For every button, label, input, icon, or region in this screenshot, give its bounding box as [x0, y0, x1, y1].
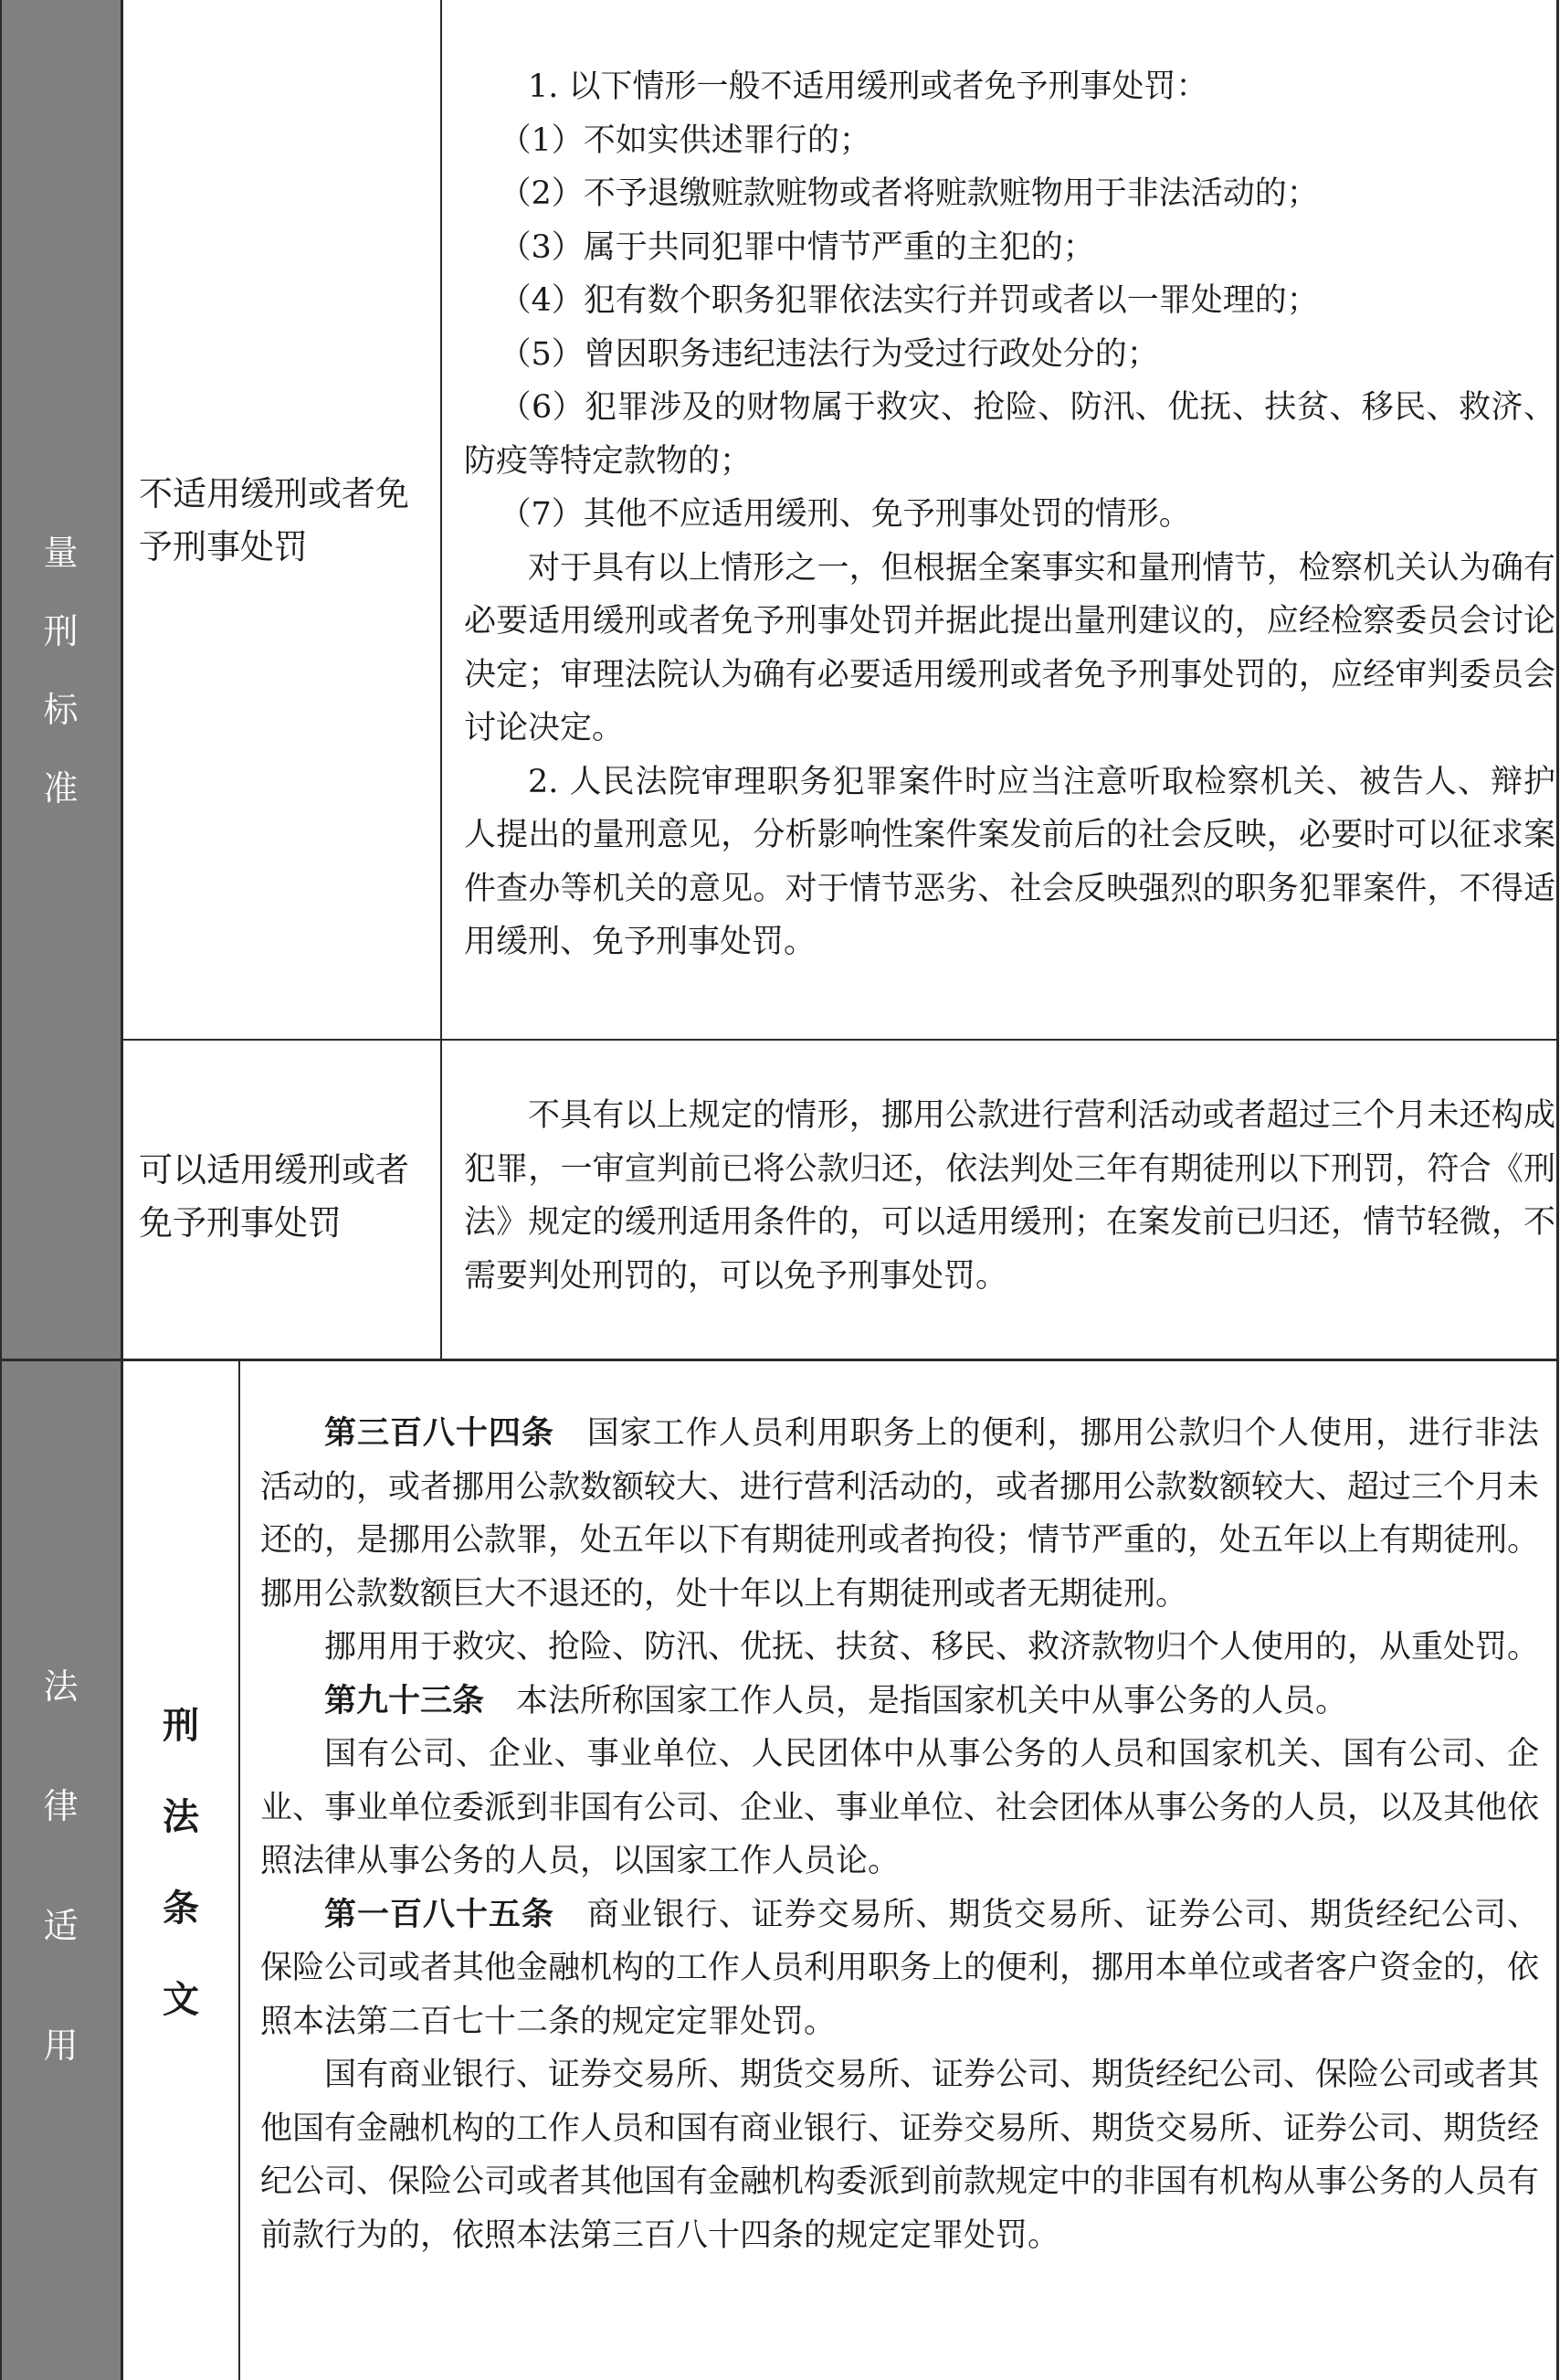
article-paragraph — [260, 1621, 1539, 1675]
sentencing-label-char: 刑 — [43, 611, 79, 651]
sub-label-char: 法 — [163, 1795, 199, 1838]
article-text: 国有公司、企业、事业单位、人民团体中从事公务的人员和国家机关、国有公司、企业、事业单位委派到非国有公司、企业、事业单位、社会团体从事公务的人员，以及其他依照法律从事公务的人员，以国家工作人员论。 — [260, 1736, 1540, 1879]
sidebar-divider — [121, 0, 123, 2380]
row-label-not-applicable: 不适用缓刑或者免予刑事处罚 — [139, 474, 409, 566]
sentencing-label-char: 量 — [43, 533, 79, 573]
law-label-char: 律 — [43, 1786, 79, 1826]
paragraph: （3）属于共同犯罪中情节严重的主犯的； — [499, 228, 1095, 266]
row-divider-1 — [121, 1039, 1559, 1041]
section-law-label — [0, 1667, 121, 2066]
border-right — [1556, 0, 1559, 2380]
sentencing-label-char: 准 — [43, 768, 79, 809]
paragraph: 2. 人民法院审理职务犯罪案件时应当注意听取检察机关、被告人、辩护人提出的量刑意见，分析影响性案件案发前后的社会反映，必要时可以征求案件查办等机关的意见。对于情节恶劣、社会反映强烈的职务犯罪案件，不得适用缓刑、免予刑事处罚。 — [464, 763, 1555, 960]
border-left — [0, 0, 2, 2380]
label-column-divider — [440, 0, 442, 1359]
paragraph: 对于具有以上情形之一，但根据全案事实和量刑情节，检察机关认为确有必要适用缓刑或者免予刑事处罚并据此提出量刑建议的，应经检察委员会讨论决定；审理法院认为确有必要适用缓刑或者免予刑事处罚的，应经审判委员会讨论决定。 — [464, 549, 1555, 746]
section-sentencing-label — [0, 534, 121, 809]
row-label-applicable: 可以适用缓刑或者免予刑事处罚 — [139, 1150, 409, 1243]
article-text: 挪用用于救灾、抢险、防汛、优抚、扶贫、移民、救济款物归个人使用的，从重处罚。 — [324, 1629, 1540, 1666]
paragraph: （6）犯罪涉及的财物属于救灾、抢险、防汛、优抚、扶贫、移民、救济、防疫等特定款物的； — [464, 389, 1555, 480]
article-paragraph — [260, 1407, 1539, 1621]
sub-label-char: 文 — [163, 1978, 199, 2021]
paragraph: 不具有以上规定的情形，挪用公款进行营利活动或者超过三个月未还构成犯罪，一审宣判前已将公款归还，依法判处三年有期徒刑以下刑罚，符合《刑法》规定的缓刑适用条件的，可以适用缓刑；在案发前已归还，情节轻微，不需要判处刑罚的，可以免予刑事处罚。 — [464, 1097, 1555, 1295]
article-paragraph — [260, 1888, 1539, 2049]
article-title: 第三百八十四条 — [324, 1414, 554, 1452]
row-content-not-applicable — [464, 60, 1555, 969]
paragraph: （5）曾因职务违纪违法行为受过行政处分的； — [499, 335, 1159, 373]
section-divider — [0, 1359, 1559, 1361]
article-paragraph — [260, 2048, 1539, 2262]
sub-label-char: 刑 — [163, 1704, 199, 1747]
sentencing-label-char: 标 — [43, 690, 79, 730]
article-paragraph — [260, 1728, 1539, 1888]
law-label-char: 用 — [43, 2026, 79, 2066]
article-text: 国家工作人员利用职务上的便利，挪用公款归个人使用，进行非法活动的，或者挪用公款数额较大、进行营利活动的，或者挪用公款数额较大、超过三个月未还的，是挪用公款罪，处五年以下有期徒刑或者拘役；情节严重的，处五年以上有期徒刑。挪用公款数额巨大不退还的，处十年以上有期徒刑或者无期徒刑。 — [260, 1415, 1540, 1613]
paragraph: （2）不予退缴赃款赃物或者将赃款赃物用于非法活动的； — [499, 175, 1319, 212]
paragraph: （1）不如实供述罪行的； — [499, 122, 871, 159]
paragraph: 1. 以下情形一般不适用缓刑或者免予刑事处罚： — [528, 69, 1208, 105]
sub-label-criminal-law — [121, 1704, 240, 2022]
article-text: 本法所称国家工作人员，是指国家机关中从事公务的人员。 — [516, 1682, 1348, 1719]
paragraph: （4）犯有数个职务犯罪依法实行并罚或者以一罪处理的； — [499, 282, 1319, 319]
article-title: 第九十三条 — [324, 1681, 485, 1719]
law-label-char: 适 — [43, 1906, 79, 1946]
article-title: 第一百八十五条 — [324, 1895, 554, 1933]
article-text: 商业银行、证券交易所、期货交易所、证券公司、期货经纪公司、保险公司或者其他金融机构的工作人员利用职务上的便利，挪用本单位或者客户资金的，依照本法第二百七十二条的规定定罪处罚。 — [260, 1896, 1540, 2040]
paragraph: （7）其他不应适用缓刑、免予刑事处罚的情形。 — [499, 496, 1191, 533]
row-content-applicable — [464, 1089, 1555, 1303]
law-label-char: 法 — [43, 1666, 79, 1707]
sub-label-char: 条 — [163, 1887, 199, 1930]
article-paragraph — [260, 1675, 1539, 1729]
article-text: 国有商业银行、证券交易所、期货交易所、证券公司、期货经纪公司、保险公司或者其他国有金融机构的工作人员和国有商业银行、证券交易所、期货交易所、证券公司、期货经纪公司、保险公司或者其他国有金融机构委派到前款规定中的非国有机构从事公务的人员有前款行为的，依照本法第三百八十四条的规定定罪处罚。 — [260, 2057, 1540, 2254]
law-articles — [260, 1407, 1539, 2262]
